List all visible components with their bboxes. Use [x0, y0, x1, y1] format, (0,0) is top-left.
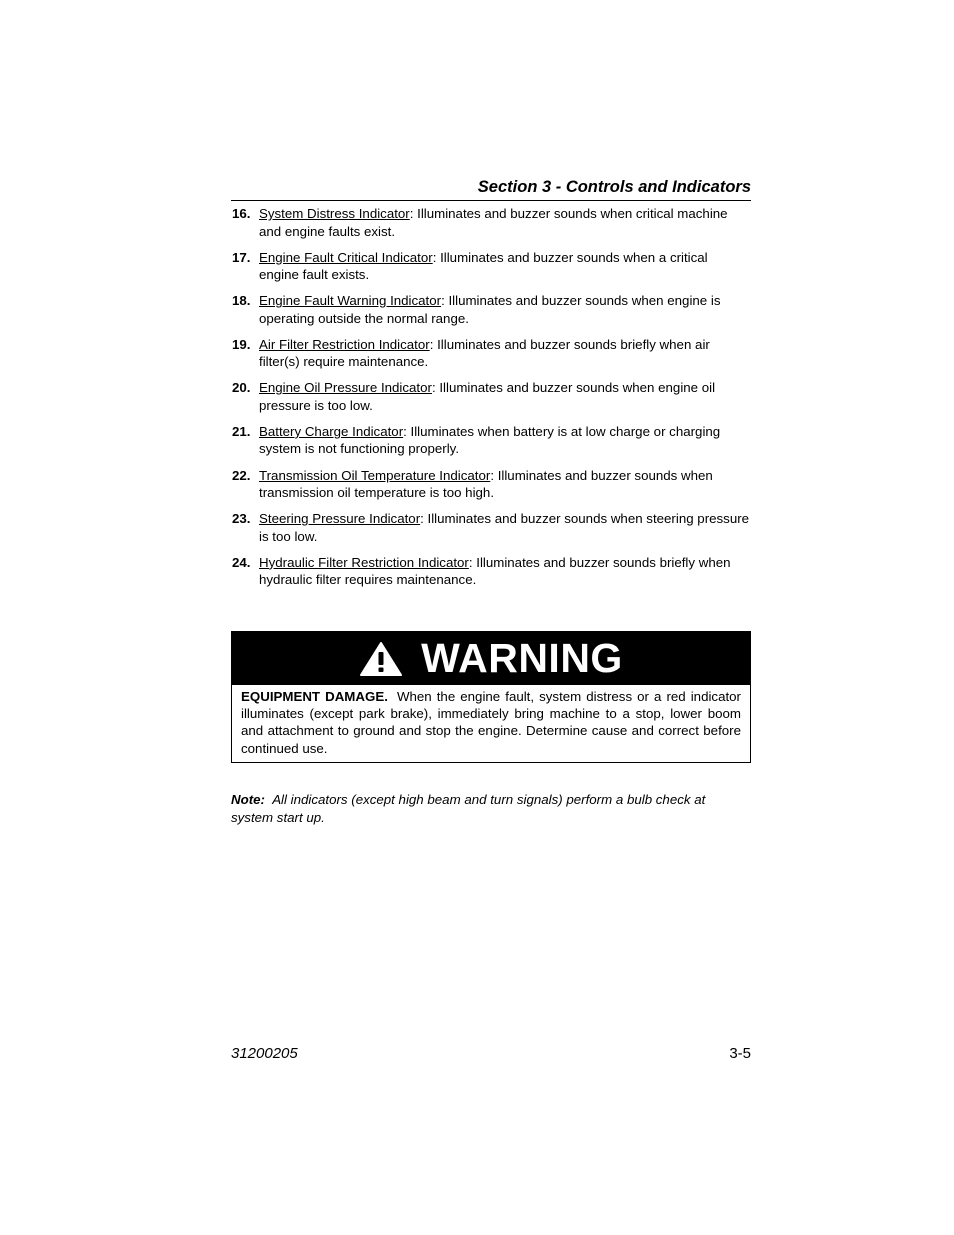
- document-number: 31200205: [231, 1045, 298, 1062]
- note-text: All indicators (except high beam and turn signals) perform a bulb check at system start up.: [231, 792, 706, 825]
- warning-title: WARNING: [421, 635, 623, 681]
- item-description: : Illuminates and buzzer sounds when transmission oil temperature is too high.: [259, 467, 713, 501]
- item-term: Engine Oil Pressure Indicator: [259, 380, 432, 396]
- item-number: 16.: [232, 206, 251, 221]
- item-term: Steering Pressure Indicator: [259, 511, 421, 527]
- item-description: : Illuminates and buzzer sounds when engine oil pressure is too low.: [259, 380, 716, 413]
- item-description: : Illuminates and buzzer sounds when a critical engine fault exists.: [259, 249, 708, 283]
- item-term: Air Filter Restriction Indicator: [259, 336, 430, 352]
- item-description: : Illuminates and buzzer sounds when critical machine and engine faults exist.: [259, 206, 728, 239]
- item-term: Hydraulic Filter Restriction Indicator: [259, 554, 469, 570]
- warning-lead: EQUIPMENT DAMAGE.: [241, 689, 388, 704]
- note-label: Note:: [231, 792, 265, 807]
- list-item: [231, 554, 751, 589]
- warning-body: [232, 685, 750, 762]
- note: [231, 791, 751, 826]
- item-description: : Illuminates when battery is at low charge or charging system is not functioning properly.: [259, 423, 721, 457]
- warning-header: [232, 632, 750, 685]
- list-item: [231, 510, 751, 545]
- item-number: 23.: [232, 511, 251, 527]
- item-number: 22.: [232, 467, 251, 483]
- item-number: 20.: [232, 380, 251, 396]
- list-item: [231, 423, 751, 458]
- header-divider: [231, 200, 751, 201]
- indicator-list: [231, 205, 751, 597]
- item-number: 19.: [232, 336, 251, 352]
- warning-triangle-icon: [359, 641, 403, 677]
- warning-text: When the engine fault, system distress or a red indicator illuminates (except park brake), immediately bring machine to a stop, lower boom and attachment to ground and stop the engine. Determine cause and correct before continued use.: [241, 689, 741, 756]
- warning-box: [231, 631, 751, 763]
- list-item: [231, 292, 751, 327]
- list-item: [231, 205, 751, 240]
- item-number: 18.: [232, 293, 251, 309]
- item-number: 17.: [232, 249, 251, 265]
- item-description: : Illuminates and buzzer sounds when steering pressure is too low.: [259, 511, 750, 544]
- item-number: 24.: [232, 554, 251, 570]
- list-item: [231, 336, 751, 371]
- item-term: Battery Charge Indicator: [259, 423, 404, 439]
- item-term: System Distress Indicator: [259, 206, 410, 221]
- item-term: Engine Fault Warning Indicator: [259, 293, 442, 309]
- page-number: 3-5: [729, 1045, 751, 1062]
- item-description: : Illuminates and buzzer sounds briefly when air filter(s) require maintenance.: [259, 336, 710, 370]
- section-title: Section 3 - Controls and Indicators: [477, 178, 751, 196]
- list-item: [231, 467, 751, 502]
- list-item: [231, 249, 751, 284]
- item-term: Engine Fault Critical Indicator: [259, 249, 433, 265]
- item-term: Transmission Oil Temperature Indicator: [259, 467, 491, 483]
- item-description: : Illuminates and buzzer sounds briefly when hydraulic filter requires maintenance.: [259, 554, 731, 588]
- list-item: [231, 379, 751, 414]
- item-number: 21.: [232, 423, 251, 439]
- item-description: : Illuminates and buzzer sounds when engine is operating outside the normal range.: [259, 293, 721, 326]
